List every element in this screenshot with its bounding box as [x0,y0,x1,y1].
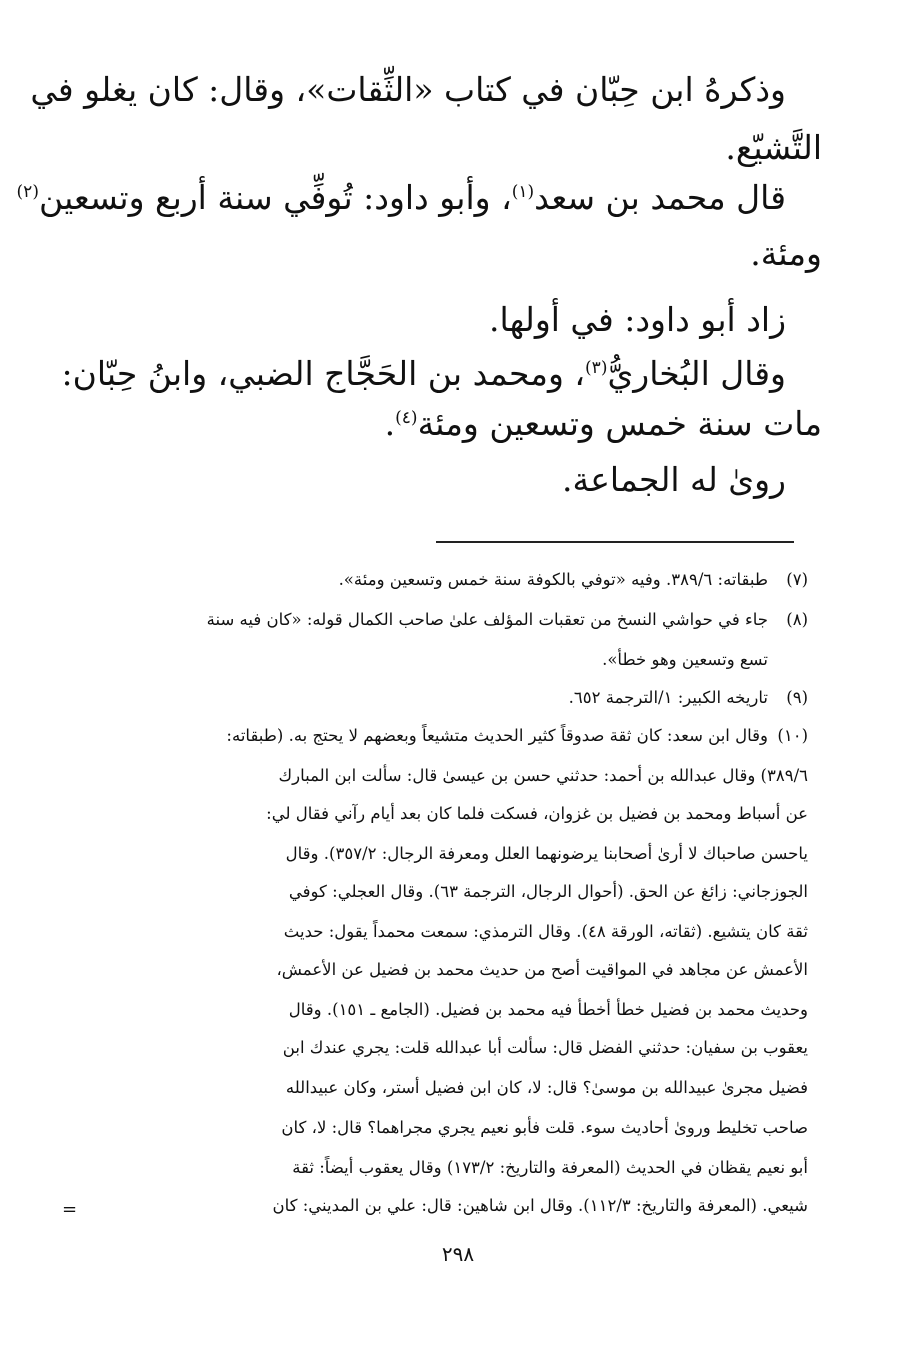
footnote-line: عن أسباط ومحمد بن فضيل بن غزوان، فسكت فلما كان بعد أيام رآني فقال لي: [266,804,808,823]
footnote-line: شيعي. (المعرفة والتاريخ: ١١٢/٣). وقال ابن شاهين: قال: علي بن المديني: كان [272,1196,808,1215]
footnote-line: ٣٨٩/٦) وقال عبدالله بن أحمد: حدثني حسن بن عيسىٰ قال: سألت ابن المبارك [278,766,808,785]
footnote-marker-1: (١) [511,182,535,202]
footnote-line: طبقاته: ٣٨٩/٦. وفيه «توفي بالكوفة سنة خمس وتسعين ومئة». [338,570,768,589]
main-line-4: ومئة. [750,234,822,273]
main-line-3: قال محمد بن سعد$^{(١)}$، وأبو داود: تُوفِّي سنة أربع وتسعين$^{(٢)}$ [16,178,786,217]
continuation-mark: = [62,1199,78,1220]
footnote-line: صاحب تخليط وروىٰ أحاديث سوء. قلت فأبو نعيم يجري مجراهما؟ قال: لا، كان [281,1118,808,1137]
footnote-line: الجوزجاني: زائغ عن الحق. (أحوال الرجال، الترجمة ٦٣). وقال العجلي: كوفي [288,882,808,901]
footnote-number: (٩) [786,688,808,707]
page-number: ٢٩٨ [441,1242,475,1266]
footnote-line: تسع وتسعين وهو خطأ». [602,650,768,669]
main-line-8: روىٰ له الجماعة. [562,460,786,499]
main-line-7: مات سنة خمس وتسعين ومئة$^{(٤)}$. [384,404,822,443]
footnote-divider [436,541,794,543]
footnote-line: يعقوب بن سفيان: حدثني الفضل قال: سألت أبا عبدالله قلت: يجري عندك ابن [282,1038,808,1057]
footnote-marker-4: (٤) [395,408,418,428]
footnote-line: أبو نعيم يقظان في الحديث (المعرفة والتاريخ: ١٧٣/٢) وقال يعقوب أيضاً: ثقة [292,1158,808,1177]
footnote-number: (٨) [786,610,808,629]
footnote-line: جاء في حواشي النسخ من تعقبات المؤلف علىٰ صاحب الكمال قوله: «كان فيه سنة [206,610,768,629]
footnote-line: فضيل مجرىٰ عبيدالله بن موسىٰ؟ قال: لا، كان ابن فضيل أستر، وكان عبيدالله [285,1078,808,1097]
main-line-6: وقال البُخاريُّ$^{(٣)}$، ومحمد بن الحَجَّاج الضبي، وابنُ حِبّان: [61,354,786,393]
footnote-line: وقال ابن سعد: كان ثقة صدوقاً كثير الحديث متشيعاً وبعضهم لا يحتج به. (طبقاته: [226,726,768,745]
footnote-number: (١٠) [777,726,808,745]
footnote-line: الأعمش عن مجاهد في المواقيت أصح من حديث محمد بن فضيل عن الأعمش، [276,960,808,979]
footnote-line: ثقة كان يتشيع. (ثقاته، الورقة ٤٨). وقال الترمذي: سمعت محمداً يقول: حديث [283,922,808,941]
main-line-5: زاد أبو داود: في أولها. [489,300,786,339]
main-line-1: وذكرهُ ابن حِبّان في كتاب «الثِّقات»، وقال: كان يغلو في [30,70,786,109]
footnote-line: وحديث محمد بن فضيل خطأ أخطأ فيه محمد بن فضيل. (الجامع ـ ١٥١). وقال [288,1000,808,1019]
main-line-2: التَّشيّع. [725,128,822,167]
footnote-marker-3: (٣) [585,358,608,378]
footnote-marker-2: (٢) [16,182,39,202]
footnote-number: (٧) [786,570,808,589]
footnote-line: تاريخه الكبير: ١/الترجمة ٦٥٢. [568,688,768,707]
footnote-line: ياحسن صاحباك لا أرىٰ أصحابنا يرضونهما العلل ومعرفة الرجال: ٣٥٧/٢). وقال [285,844,808,863]
